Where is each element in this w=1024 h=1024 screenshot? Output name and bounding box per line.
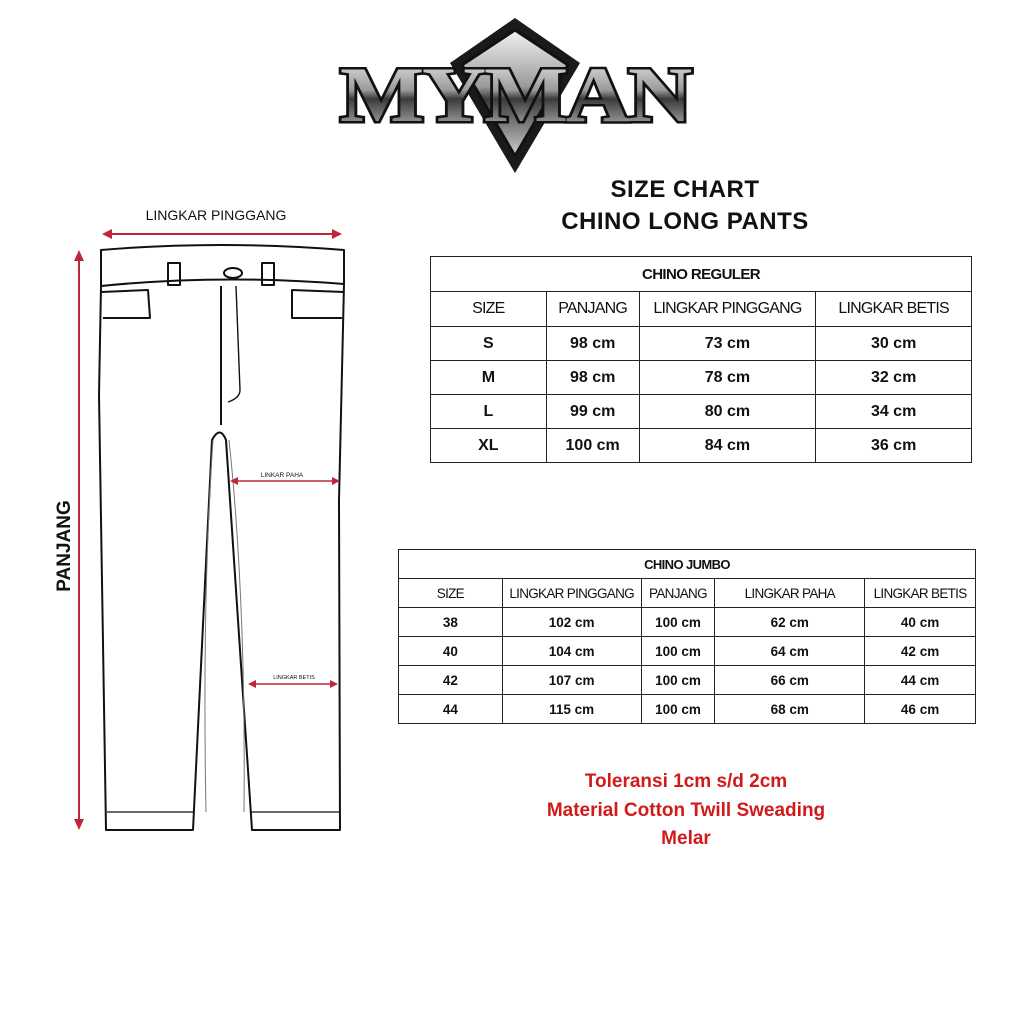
- button: [224, 268, 242, 278]
- cell-lingkar-betis: 46 cm: [865, 695, 976, 724]
- right-pocket: [292, 290, 344, 318]
- cell-panjang: 99 cm: [546, 395, 639, 429]
- header-lingkar-pinggang: LINGKAR PINGGANG: [502, 579, 641, 608]
- cell-lingkar-pinggang: 73 cm: [639, 327, 816, 361]
- cell-lingkar-pinggang: 107 cm: [502, 666, 641, 695]
- table-header-row: [399, 579, 976, 608]
- calf-label: LINGKAR BETIS: [273, 675, 315, 681]
- cell-lingkar-pinggang: 78 cm: [639, 361, 816, 395]
- cell-panjang: 100 cm: [641, 666, 715, 695]
- cell-lingkar-pinggang: 104 cm: [502, 637, 641, 666]
- waistband: [101, 245, 344, 286]
- table-row: [431, 361, 972, 395]
- tolerance-note: Toleransi 1cm s/d 2cm: [584, 771, 788, 792]
- header-lingkar-paha: LINGKAR PAHA: [715, 579, 865, 608]
- cell-panjang: 100 cm: [546, 429, 639, 463]
- cell-lingkar-betis: 44 cm: [865, 666, 976, 695]
- header-size: SIZE: [431, 292, 547, 327]
- brand-logo: [330, 18, 700, 178]
- cell-panjang: 98 cm: [546, 327, 639, 361]
- table-caption: CHINO JUMBO: [399, 550, 976, 579]
- jumbo-size-table: [398, 549, 976, 724]
- table-row: [399, 608, 976, 637]
- header-lingkar-betis: LINGKAR BETIS: [816, 292, 972, 327]
- cell-lingkar-paha: 64 cm: [715, 637, 865, 666]
- logo-graphic: [330, 18, 700, 178]
- cell-lingkar-betis: 34 cm: [816, 395, 972, 429]
- cell-size: L: [431, 395, 547, 429]
- header-lingkar-betis: LINGKAR BETIS: [865, 579, 976, 608]
- pants-diagram: [40, 207, 370, 850]
- cell-lingkar-betis: 30 cm: [816, 327, 972, 361]
- cell-size: 42: [399, 666, 503, 695]
- chart-subtitle: CHINO LONG PANTS: [561, 208, 809, 235]
- waist-label: LINGKAR PINGGANG: [145, 207, 287, 223]
- table-header-row: [431, 292, 972, 327]
- cell-lingkar-pinggang: 84 cm: [639, 429, 816, 463]
- cell-size: S: [431, 327, 547, 361]
- cell-lingkar-pinggang: 115 cm: [502, 695, 641, 724]
- cell-lingkar-pinggang: 80 cm: [639, 395, 816, 429]
- table-row: [399, 637, 976, 666]
- cell-size: M: [431, 361, 547, 395]
- table-row: [431, 429, 972, 463]
- table-caption: CHINO REGULER: [431, 257, 972, 292]
- material-note: Material Cotton Twill Sweading: [546, 800, 826, 821]
- cell-lingkar-paha: 62 cm: [715, 608, 865, 637]
- fly-stitch: [228, 286, 240, 402]
- table-row: [431, 327, 972, 361]
- table-row: [431, 395, 972, 429]
- pants-illustration: [40, 207, 370, 850]
- header-panjang: PANJANG: [546, 292, 639, 327]
- cell-lingkar-paha: 66 cm: [715, 666, 865, 695]
- thigh-label: LINKAR PAHA: [260, 472, 304, 479]
- cell-panjang: 100 cm: [641, 637, 715, 666]
- table-row: [399, 695, 976, 724]
- cell-size: 44: [399, 695, 503, 724]
- cell-panjang: 100 cm: [641, 695, 715, 724]
- left-pocket: [101, 290, 150, 318]
- logo-text: MYMAN: [340, 51, 692, 138]
- cell-lingkar-paha: 68 cm: [715, 695, 865, 724]
- cell-size: XL: [431, 429, 547, 463]
- cell-size: 38: [399, 608, 503, 637]
- length-label: PANJANG: [54, 500, 75, 592]
- cell-lingkar-pinggang: 102 cm: [502, 608, 641, 637]
- reguler-size-table: [430, 256, 972, 463]
- header-panjang: PANJANG: [641, 579, 715, 608]
- header-lingkar-pinggang: LINGKAR PINGGANG: [639, 292, 816, 327]
- table-row: [399, 666, 976, 695]
- cell-panjang: 100 cm: [641, 608, 715, 637]
- cell-size: 40: [399, 637, 503, 666]
- cell-lingkar-betis: 40 cm: [865, 608, 976, 637]
- belt-loop: [262, 263, 274, 285]
- cell-lingkar-betis: 36 cm: [816, 429, 972, 463]
- cell-lingkar-betis: 32 cm: [816, 361, 972, 395]
- cell-lingkar-betis: 42 cm: [865, 637, 976, 666]
- chart-title: SIZE CHART: [610, 176, 760, 203]
- stretch-note: Melar: [661, 828, 711, 849]
- cell-panjang: 98 cm: [546, 361, 639, 395]
- header-size: SIZE: [399, 579, 503, 608]
